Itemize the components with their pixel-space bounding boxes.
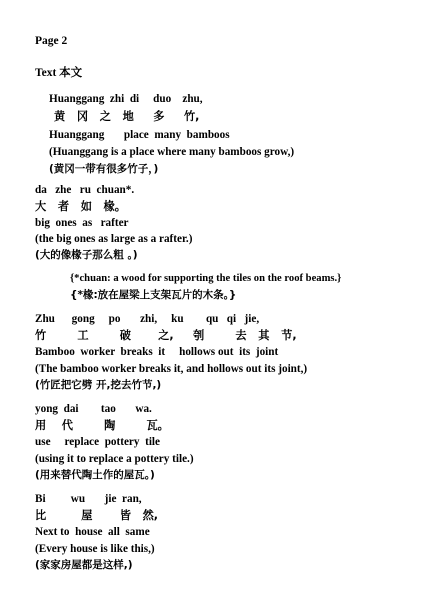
stanza-1-chinese: (黄冈一带有很多竹子，) — [49, 163, 159, 175]
page-number: Page 2 — [35, 35, 68, 47]
stanza-4-chinese: (用来替代陶土作的屋瓦。) — [35, 469, 155, 481]
stanza-4-english: (using it to replace a pottery tile.) — [35, 453, 194, 465]
stanza-5-gloss: Next to house all same — [35, 526, 150, 538]
stanza-5-english: (Every house is like this,) — [35, 543, 155, 555]
footnote-english: {*chuan: a wood for supporting the tiles on the roof beams.} — [70, 273, 342, 284]
stanza-1-gloss: Huanggang place many bamboos — [49, 129, 230, 141]
stanza-2-chinese: (大的像椽子那么粗 。) — [35, 249, 138, 261]
stanza-3-hanzi: 竹 工 破 之, 刳 去 其 节, — [35, 329, 297, 342]
footnote-chinese: {*椽:放在屋梁上支架瓦片的木条。} — [70, 289, 237, 301]
stanza-1-pinyin: Huanggang zhi di duo zhu, — [49, 93, 203, 105]
stanza-3-gloss: Bamboo worker breaks it hollows out its joint — [35, 346, 279, 358]
stanza-4-pinyin: yong dai tao wa. — [35, 403, 152, 415]
stanza-2-pinyin: da zhe ru chuan*. — [35, 184, 135, 196]
stanza-1-hanzi: 黄 冈 之 地 多 竹, — [54, 110, 200, 123]
stanza-4-hanzi: 用 代 陶 瓦。 — [35, 419, 169, 432]
stanza-2-hanzi: 大 者 如 椽。 — [35, 200, 126, 213]
stanza-5-pinyin: Bi wu jie ran, — [35, 493, 142, 505]
text-label: Text 本文 — [35, 67, 83, 79]
stanza-5-chinese: (家家房屋都是这样,) — [35, 559, 133, 571]
stanza-4-gloss: use replace pottery tile — [35, 436, 160, 448]
stanza-2-english: (the big ones as large as a rafter.) — [35, 233, 193, 245]
stanza-3-chinese: (竹匠把它劈 开,挖去竹节,) — [35, 379, 162, 391]
stanza-3-english: (The bamboo worker breaks it, and hollows out its joint,) — [35, 363, 308, 375]
stanza-5-hanzi: 比 屋 皆 然, — [35, 509, 159, 522]
stanza-2-gloss: big ones as rafter — [35, 217, 129, 229]
stanza-3-pinyin: Zhu gong po zhi, ku qu qi jie, — [35, 313, 260, 325]
stanza-1-english: (Huanggang is a place where many bamboos grow,) — [49, 146, 295, 158]
